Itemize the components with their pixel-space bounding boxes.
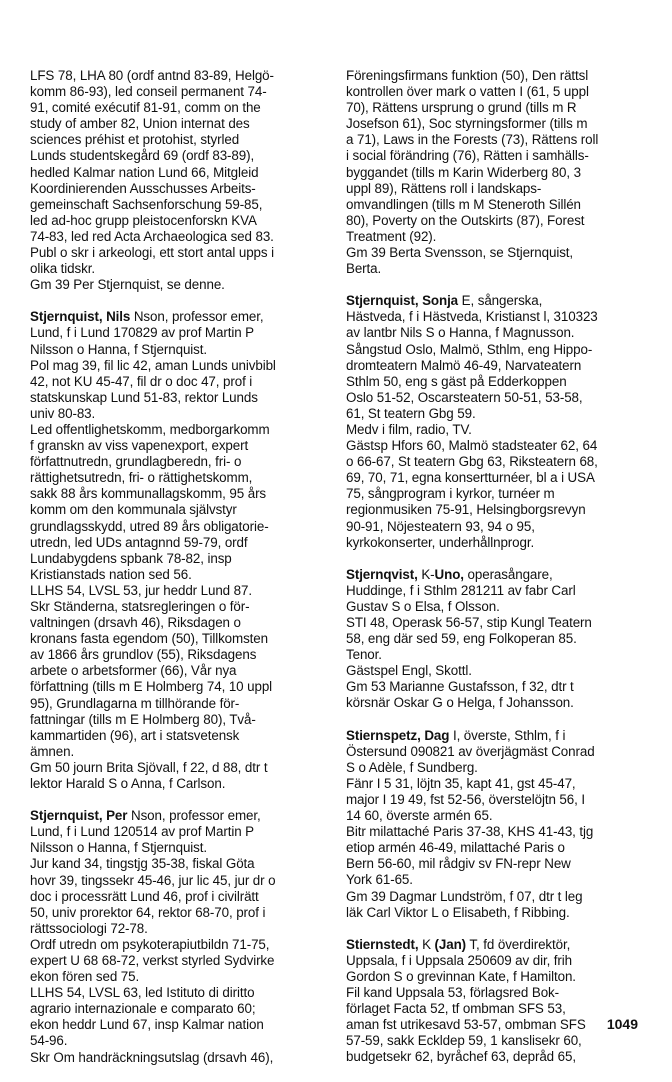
biography-entry: [30, 68, 338, 293]
text-line: [30, 213, 338, 229]
text-segment: 75, sångprogram i kyrkor, turnéer m: [346, 486, 555, 502]
text-line: [30, 953, 338, 969]
text-line: [346, 1001, 654, 1017]
text-line: [30, 470, 338, 486]
text-segment: kyrkokonserter, underhållnprogr.: [346, 534, 535, 550]
text-line: [30, 567, 338, 583]
text-segment: Huddinge, f i Sthlm 281211 av fabr Carl: [346, 582, 576, 598]
text-segment: a 71), Laws in the Forests (73), Rättens roll: [346, 132, 599, 148]
text-segment: 90-91, Nöjesteatern 93, 94 o 95,: [346, 518, 535, 534]
text-segment: Gm 39 Per Stjernquist, se denne.: [30, 277, 225, 293]
text-segment: omvandlingen (tills m M Steneroth Sillén: [346, 196, 581, 212]
text-segment: läk Carl Viktor L o Elisabeth, f Ribbing.: [346, 904, 570, 920]
text-line: [30, 148, 338, 164]
text-segment: univ 80-83.: [30, 405, 96, 421]
text-segment: författning (tills m E Holmberg 74, 10 uppl: [30, 679, 273, 695]
text-line: [346, 197, 654, 213]
text-segment: K-: [417, 566, 435, 582]
text-segment: Pol mag 39, fil lic 42, aman Lunds univbibl: [30, 357, 276, 373]
text-segment: LFS 78, LHA 80 (ordf antnd 83-89, Helgö-: [30, 68, 274, 83]
text-segment: kammartiden (96), art i statsvetensk: [30, 727, 240, 743]
biography-entry: [346, 937, 654, 1066]
text-line: [346, 985, 654, 1001]
text-segment: gemeinschaft Sachsenforschung 59-85,: [30, 196, 263, 212]
text-line: [30, 422, 338, 438]
text-segment: arbete o arbetsformer (66), Vår nya: [30, 663, 237, 679]
text-line: [30, 519, 338, 535]
entry-name: Stjernquist, Nils: [30, 309, 131, 325]
left-column: [30, 68, 338, 1082]
text-segment: förlaget Facta 52, tf ombman SFS 53,: [346, 1001, 566, 1017]
text-line: [30, 1017, 338, 1033]
text-line: [30, 631, 338, 647]
text-segment: Nilsson o Hanna, f Stjernquist.: [30, 840, 208, 856]
text-segment: f granskn av viss vapenexport, expert: [30, 438, 249, 454]
text-segment: komm 86-93), led conseil permanent 74-: [30, 84, 267, 100]
text-line: [346, 728, 654, 744]
text-segment: Led offentlighetskomm, medborgarkomm: [30, 421, 270, 437]
text-segment: ämnen.: [30, 743, 75, 759]
text-segment: S o Adèle, f Sundberg.: [346, 759, 478, 775]
text-line: [346, 647, 654, 663]
text-segment: valtningen (drsavh 46), Riksdagen o: [30, 615, 241, 631]
text-segment: doc i processrätt Lund 46, prof i civilrätt: [30, 888, 259, 904]
text-line: [30, 647, 338, 663]
text-segment: Nson, professor emer,: [130, 309, 264, 325]
text-segment: Uppsala, f i Uppsala 250609 av dir, frih: [346, 952, 573, 968]
text-line: [30, 583, 338, 599]
text-segment: av lantbr Nils S o Hanna, f Magnusson.: [346, 325, 575, 341]
text-segment: Skr Ständerna, statsregleringen o för-: [30, 599, 250, 614]
text-line: [346, 969, 654, 985]
text-segment: regionmusiken 75-91, Helsingborgsrevyn: [346, 502, 586, 518]
right-column: [346, 68, 654, 1081]
entry-name: Stjernquist, Per: [30, 808, 128, 824]
text-line: [30, 712, 338, 728]
text-segment: Berta.: [346, 261, 382, 277]
text-line: [346, 889, 654, 905]
text-line: [346, 229, 654, 245]
text-line: [30, 277, 338, 293]
text-segment: olika tidskr.: [30, 261, 95, 277]
text-line: [346, 261, 654, 277]
text-segment: Gm 53 Marianne Gustafsson, f 32, dtr t: [346, 679, 574, 695]
text-segment: LLHS 54, LVSL 63, led Istituto di diritto: [30, 985, 255, 1001]
text-segment: lektor Harald S o Anna, f Carlson.: [30, 776, 226, 792]
text-segment: Josefson 61), Soc styrningsformer (tills m: [346, 116, 588, 132]
text-line: [346, 406, 654, 422]
text-segment: utredn, led UDs antagnnd 59-79, ordf: [30, 534, 248, 550]
text-segment: 69, 70, 71, egna konsertturnéer, bl a i USA: [346, 470, 595, 486]
text-line: [346, 631, 654, 647]
biography-entry: [346, 68, 654, 277]
text-line: [30, 696, 338, 712]
text-line: [346, 856, 654, 872]
text-line: [30, 937, 338, 953]
text-segment: Lundabygdens spbank 78-82, insp: [30, 550, 232, 566]
text-line: [346, 100, 654, 116]
text-line: [30, 390, 338, 406]
biography-entry: [30, 309, 338, 792]
text-segment: Östersund 090821 av överjägmäst Conrad: [346, 743, 595, 759]
text-segment: Fil kand Uppsala 53, förlagsred Bok-: [346, 984, 559, 1000]
text-segment: 14 60, överste armén 65.: [346, 808, 493, 824]
text-segment: dromteatern Malmö 46-49, Narvateatern: [346, 357, 582, 373]
text-line: [346, 905, 654, 921]
text-line: [30, 1001, 338, 1017]
text-segment: Kristianstads nation sed 56.: [30, 566, 192, 582]
text-line: [346, 438, 654, 454]
biography-entry: [30, 808, 338, 1066]
text-line: [346, 68, 654, 84]
text-segment: Oslo 51-52, Oscarsteatern 50-51, 53-58,: [346, 389, 583, 405]
text-segment: ekon heddr Lund 67, insp Kalmar nation: [30, 1017, 264, 1033]
text-line: [346, 84, 654, 100]
text-segment: författnutredn, grundlagberedn, fri- o: [30, 454, 242, 470]
text-line: [346, 165, 654, 181]
text-line: [346, 599, 654, 615]
text-segment: Gästsp Hfors 60, Malmö stadsteater 62, 64: [346, 438, 598, 454]
text-segment: Gm 50 journ Brita Sjövall, f 22, d 88, dtr t: [30, 759, 268, 775]
text-segment: Bitr milattaché Paris 37-38, KHS 41-43, tjg: [346, 824, 594, 840]
text-segment: 74-83, led red Acta Archaeologica sed 83.: [30, 228, 274, 244]
text-line: [346, 132, 654, 148]
text-segment: K: [418, 936, 435, 952]
text-segment: agrario internazionale e comparato 60;: [30, 1001, 256, 1017]
text-segment: Gästspel Engl, Skottl.: [346, 663, 472, 679]
text-line: [30, 1033, 338, 1049]
text-line: [346, 840, 654, 856]
text-line: [346, 245, 654, 261]
text-segment: Treatment (92).: [346, 228, 437, 244]
text-line: [346, 744, 654, 760]
text-segment: Sångstud Oslo, Malmö, Sthlm, eng Hippo-: [346, 341, 593, 357]
text-line: [30, 744, 338, 760]
entry-name: Stiernspetz, Dag: [346, 727, 450, 743]
text-segment: kronans fasta egendom (50), Tillkomsten: [30, 631, 268, 647]
text-segment: komm om den kommunala självstyr: [30, 502, 237, 518]
text-line: [30, 116, 338, 132]
text-segment: hovr 39, tingssekr 45-46, jur lic 45, jur dr o: [30, 872, 276, 888]
text-line: [30, 165, 338, 181]
text-segment: 70), Rättens ursprung o grund (tills m R: [346, 100, 577, 116]
text-segment: Lunds studentskegård 69 (ordf 83-89),: [30, 148, 255, 164]
text-segment: study of amber 82, Union internat des: [30, 116, 250, 132]
text-segment: Gm 39 Dagmar Lundström, f 07, dtr t leg: [346, 888, 583, 904]
text-segment: Publ o skr i arkeologi, ett stort antal upps i: [30, 245, 274, 261]
text-segment: T, fd överdirektör,: [466, 936, 571, 952]
text-line: [346, 116, 654, 132]
text-line: [346, 325, 654, 341]
text-segment: STI 48, Operask 56-57, stip Kungl Teatern: [346, 615, 592, 630]
text-segment: expert U 68 68-72, verkst styrled Sydvirke: [30, 952, 275, 968]
text-line: [30, 1050, 338, 1066]
text-segment: Nson, professor emer,: [127, 808, 261, 824]
text-line: [346, 535, 654, 551]
text-segment: Jur kand 34, tingstjg 35-38, fiskal Göta: [30, 856, 255, 872]
text-segment: Tenor.: [346, 647, 382, 663]
text-segment: budgetsekr 62, byråchef 63, depråd 65,: [346, 1049, 576, 1065]
text-segment: Gustav S o Elsa, f Olsson.: [346, 598, 500, 614]
text-line: [346, 615, 654, 631]
text-segment: av 1866 års grundlov (55), Riksdagens: [30, 647, 257, 663]
text-line: [30, 454, 338, 470]
text-line: [346, 390, 654, 406]
text-line: [30, 84, 338, 100]
text-line: [346, 1033, 654, 1049]
entry-name: Stiernstedt,: [346, 936, 419, 952]
entry-name: Uno,: [434, 566, 464, 582]
text-line: [30, 856, 338, 872]
text-line: [30, 406, 338, 422]
text-line: [30, 808, 338, 824]
text-line: [30, 905, 338, 921]
text-line: [30, 245, 338, 261]
text-segment: E, sångerska,: [458, 293, 543, 309]
text-line: [30, 535, 338, 551]
text-line: [346, 309, 654, 325]
text-line: [30, 840, 338, 856]
text-line: [30, 438, 338, 454]
text-segment: Föreningsfirmans funktion (50), Den rättsl: [346, 68, 589, 83]
text-segment: 80), Poverty on the Outskirts (87), Forest: [346, 212, 585, 228]
text-line: [346, 148, 654, 164]
text-segment: i social förändring (76), Rätten i samhälls-: [346, 148, 589, 164]
text-segment: uppl 89), Rättens roll i landskaps-: [346, 180, 542, 196]
text-segment: sciences préhist et protohist, styrled: [30, 132, 240, 148]
text-segment: Gm 39 Berta Svensson, se Stjernquist,: [346, 245, 574, 261]
text-segment: rättssociologi 72-78.: [30, 920, 148, 936]
text-line: [30, 889, 338, 905]
text-line: [30, 760, 338, 776]
text-line: [346, 293, 654, 309]
text-segment: etiop armén 46-49, milattaché Paris o: [346, 840, 565, 856]
text-line: [30, 663, 338, 679]
text-segment: 42, not KU 45-47, fil dr o doc 47, prof i: [30, 373, 253, 389]
text-line: [30, 824, 338, 840]
text-segment: York 61-65.: [346, 872, 413, 888]
text-line: [30, 502, 338, 518]
text-segment: 58, eng där sed 59, eng Folkoperan 85.: [346, 631, 577, 647]
text-line: [30, 921, 338, 937]
biography-entry: [346, 728, 654, 921]
text-line: [30, 68, 338, 84]
text-segment: 57-59, sakk Eckldep 59, 1 kanslisekr 60,: [346, 1033, 582, 1049]
text-line: [30, 486, 338, 502]
text-line: [346, 1049, 654, 1065]
text-line: [30, 197, 338, 213]
text-segment: Koordinierenden Ausschusses Arbeits-: [30, 180, 256, 196]
text-segment: hedled Kalmar nation Lund 66, Mitgleid: [30, 164, 259, 180]
text-segment: kontrollen över mark o vatten I (61, 5 uppl: [346, 84, 589, 100]
text-line: [30, 728, 338, 744]
text-line: [346, 808, 654, 824]
text-segment: I, överste, Sthlm, f i: [449, 727, 566, 743]
text-segment: fattningar (tills m E Holmberg 80), Två-: [30, 711, 256, 727]
text-segment: Ordf utredn om psykoterapiutbildn 71-75,: [30, 936, 270, 952]
text-line: [30, 873, 338, 889]
text-line: [346, 213, 654, 229]
text-segment: Fänr I 5 31, löjtn 35, kapt 41, gst 45-47,: [346, 775, 576, 791]
text-segment: 95), Grundlagarna m tillhörande för-: [30, 695, 240, 711]
text-segment: Lund, f i Lund 170829 av prof Martin P: [30, 325, 254, 341]
text-line: [346, 663, 654, 679]
text-segment: Skr Om handräckningsutslag (drsavh 46),: [30, 1049, 274, 1065]
text-line: [346, 454, 654, 470]
text-line: [30, 985, 338, 1001]
entry-name: Stjernquist, Sonja: [346, 293, 459, 309]
text-line: [346, 776, 654, 792]
text-segment: Lund, f i Lund 120514 av prof Martin P: [30, 824, 254, 840]
text-line: [30, 969, 338, 985]
page-number: 1049: [606, 1016, 638, 1032]
text-line: [346, 358, 654, 374]
text-line: [346, 181, 654, 197]
text-line: [30, 342, 338, 358]
text-line: [346, 695, 654, 711]
text-line: [30, 615, 338, 631]
text-segment: ekon fören sed 75.: [30, 969, 140, 985]
text-segment: Hästveda, f i Hästveda, Kristianst l, 310323: [346, 309, 598, 325]
text-segment: 54-96.: [30, 1033, 68, 1049]
text-line: [30, 132, 338, 148]
text-line: [30, 100, 338, 116]
text-segment: Sthlm 50, eng s gäst på Edderkoppen: [346, 373, 567, 389]
text-line: [30, 181, 338, 197]
text-line: [346, 953, 654, 969]
text-segment: 91, comité exécutif 81-91, comm on the: [30, 100, 261, 116]
text-segment: Medv i film, radio, TV.: [346, 421, 472, 437]
text-segment: körsnär Oskar G o Helga, f Johansson.: [346, 695, 574, 711]
text-line: [30, 358, 338, 374]
text-line: [346, 374, 654, 390]
text-line: [346, 342, 654, 358]
text-line: [30, 551, 338, 567]
text-line: [30, 229, 338, 245]
text-line: [346, 872, 654, 888]
text-segment: aman fst utrikesavd 53-57, ombman SFS: [346, 1017, 586, 1033]
text-line: [346, 422, 654, 438]
text-line: [30, 776, 338, 792]
text-line: [346, 470, 654, 486]
text-segment: byggandet (tills m Karin Widerberg 80, 3: [346, 164, 581, 180]
text-line: [346, 583, 654, 599]
text-segment: major I 19 49, fst 52-56, överstelöjtn 56, I: [346, 791, 585, 807]
text-segment: o 66-67, St teatern Gbg 63, Riksteatern 68,: [346, 454, 598, 470]
text-segment: LLHS 54, LVSL 53, jur heddr Lund 87.: [30, 582, 252, 598]
text-segment: Nilsson o Hanna, f Stjernquist.: [30, 341, 208, 357]
text-line: [346, 567, 654, 583]
text-line: [30, 261, 338, 277]
text-line: [346, 937, 654, 953]
text-segment: rättighetsutredn, fri- o rättighetskomm,: [30, 470, 253, 486]
text-segment: grundlagsskydd, utred 89 års obligatorie-: [30, 518, 269, 534]
text-segment: 50, univ prorektor 64, rektor 68-70, prof i: [30, 904, 266, 920]
text-line: [346, 792, 654, 808]
biography-entry: [346, 293, 654, 551]
text-line: [30, 679, 338, 695]
text-segment: led ad-hoc grupp pleistocenforskn KVA: [30, 212, 257, 228]
text-line: [346, 679, 654, 695]
text-segment: operasångare,: [463, 566, 553, 582]
text-segment: 61, St teatern Gbg 59.: [346, 405, 476, 421]
text-line: [30, 325, 338, 341]
text-line: [346, 760, 654, 776]
text-line: [30, 599, 338, 615]
text-line: [30, 374, 338, 390]
text-line: [346, 502, 654, 518]
text-segment: Gordon S o grevinnan Kate, f Hamilton.: [346, 968, 576, 984]
entry-name: (Jan): [434, 936, 467, 952]
text-segment: Bern 56-60, mil rådgiv sv FN-repr New: [346, 856, 571, 872]
text-line: [346, 519, 654, 535]
entry-name: Stjernqvist,: [346, 566, 418, 582]
text-line: [346, 486, 654, 502]
text-segment: sakk 88 års kommunallagskomm, 95 års: [30, 486, 267, 502]
text-line: [30, 309, 338, 325]
text-segment: statskunskap Lund 51-83, rektor Lunds: [30, 389, 258, 405]
text-line: [346, 824, 654, 840]
biography-entry: [346, 567, 654, 712]
